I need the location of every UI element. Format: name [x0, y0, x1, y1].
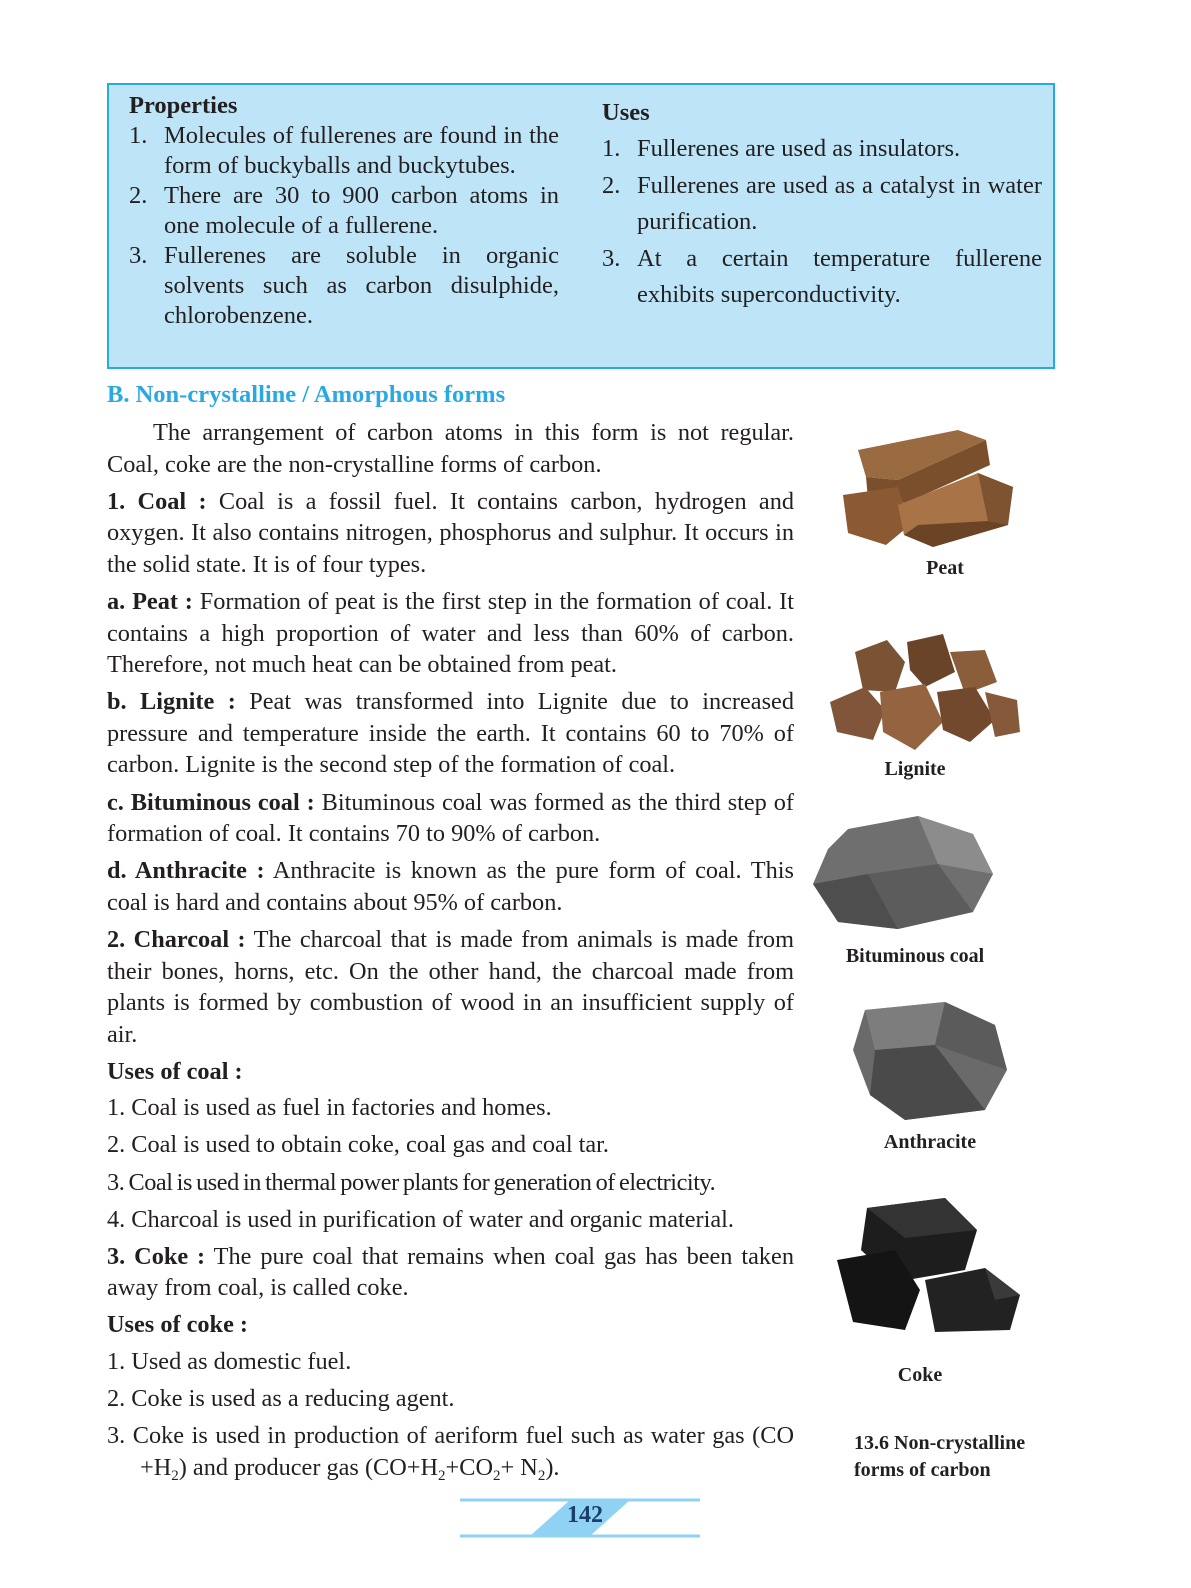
list-item: 3. At a certain temperature fullerene exhibits superconductivity. — [602, 244, 1042, 308]
anthracite-caption: Anthracite — [883, 1131, 977, 1153]
lignite-caption: Lignite — [884, 758, 946, 780]
figure-caption: 13.6 Non-crystalline forms of carbon — [854, 1432, 1026, 1481]
bituminous-coal-image — [808, 814, 998, 939]
coal-paragraph: 1. Coal : Coal is a fossil fuel. It contains carbon, hydrogen and oxygen. It also contains nitrogen, phosphorus and sulphur. It occurs in the solid state. It is of four types. — [107, 487, 794, 578]
peat-image — [838, 425, 1024, 555]
list-item: 1. Used as domestic fuel. — [107, 1348, 352, 1376]
bituminous-coal-caption: Bituminous coal — [845, 945, 985, 967]
lignite-image — [825, 632, 1025, 757]
page-number: 142 — [567, 1502, 603, 1528]
uses-of-coal-heading: Uses of coal : — [107, 1057, 243, 1085]
intro-paragraph: The arrangement of carbon atoms in this form is not regular. Coal, coke are the non-crystalline forms of carbon. — [107, 419, 794, 478]
uses-column — [602, 95, 1042, 314]
peat-paragraph: a. Peat : Formation of peat is the first step in the formation of coal. It contains a high proportion of water and less than 60% of carbon. Therefore, not much heat can be obtained from peat. — [107, 587, 794, 679]
properties-column — [129, 91, 559, 331]
list-item: 2. Fullerenes are used as a catalyst in water purification. — [602, 171, 1042, 235]
list-item: 2. Coke is used as a reducing agent. — [107, 1385, 455, 1413]
list-item: 1. Fullerenes are used as insulators. — [602, 135, 961, 162]
uses-of-coke-heading: Uses of coke : — [107, 1311, 249, 1339]
main-text — [107, 417, 794, 1489]
list-item: 3. Fullerenes are soluble in organic solvents such as carbon disulphide, chlorobenzene. — [129, 242, 559, 329]
list-item: 2. There are 30 to 900 carbon atoms in one molecule of a fullerene. — [129, 182, 559, 239]
anthracite-paragraph: d. Anthracite : Anthracite is known as the pure form of coal. This coal is hard and contains about 95% of carbon. — [107, 857, 794, 916]
uses-list — [602, 131, 1042, 314]
charcoal-paragraph: 2. Charcoal : The charcoal that is made from animals is made from their bones, horns, etc. On the other hand, the charcoal made from plants is formed by combustion of wood in an insufficient supply of air. — [107, 925, 794, 1048]
lignite-paragraph: b. Lignite : Peat was transformed into Lignite due to increased pressure and temperature inside the earth. It contains 60 to 70% of carbon. Lignite is the second step of the formation of coal. — [107, 688, 794, 779]
coke-paragraph: 3. Coke : The pure coal that remains when coal gas has been taken away from coal, is called coke. — [107, 1242, 794, 1302]
list-item: 1. Coal is used as fuel in factories and homes. — [107, 1094, 552, 1122]
list-item: 3. Coke is used in production of aeriform fuel such as water gas $(CO +H_2)$ and producer gas $(CO+H_2+CO_2+ N_2)$. — [107, 1422, 794, 1484]
properties-list — [129, 121, 559, 331]
peat-caption: Peat — [926, 557, 964, 579]
coke-image — [835, 1190, 1025, 1335]
fullerene-info-box — [107, 83, 1055, 369]
list-item: 2. Coal is used to obtain coke, coal gas and coal tar. — [107, 1131, 610, 1159]
anthracite-image — [845, 1000, 1013, 1125]
list-item: 1. Molecules of fullerenes are found in the form of buckyballs and buckytubes. — [129, 122, 559, 179]
list-item: 4. Charcoal is used in purification of water and organic material. — [107, 1205, 735, 1233]
uses-heading: Uses — [602, 99, 650, 126]
coke-caption: Coke — [897, 1364, 943, 1386]
properties-heading: Properties — [129, 92, 238, 119]
list-item: 3. Coal is used in thermal power plants for generation of electricity. — [107, 1168, 716, 1196]
section-heading: B. Non-crystalline / Amorphous forms — [107, 381, 506, 408]
bituminous-paragraph: c. Bituminous coal : Bituminous coal was formed as the third step of formation of coal. It contains 70 to 90% of carbon. — [107, 788, 794, 848]
